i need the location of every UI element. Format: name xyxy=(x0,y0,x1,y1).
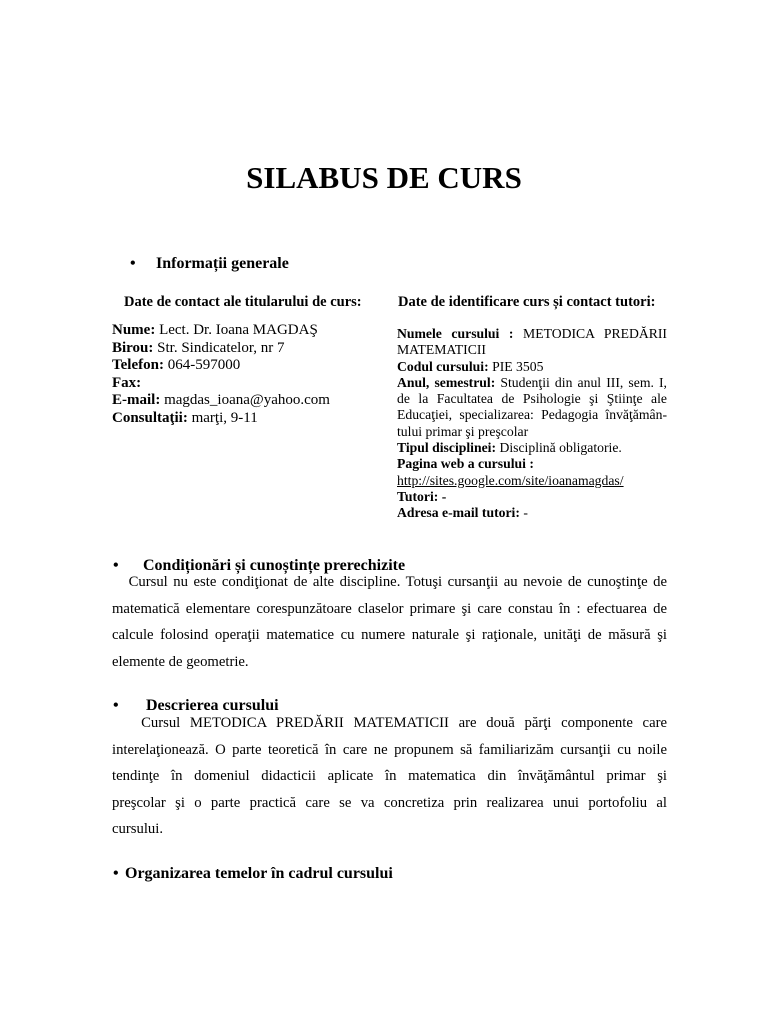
paragraph-line: matematică elementare corespunzătoare claselor primare şi care constau în : efectuarea de xyxy=(112,600,667,617)
course-year-line-2: de la Facultatea de Psihologie şi Ştiinţe ale xyxy=(397,391,667,407)
course-code-row: Codul cursului: PIE 3505 xyxy=(397,358,544,374)
course-type-row: Tipul disciplinei: Disciplină obligatorie. xyxy=(397,440,622,456)
section-organization-heading xyxy=(113,864,393,884)
contact-row-email: E-mail: magdas_ioana@yahoo.com xyxy=(112,392,330,408)
section-general-info-heading xyxy=(130,254,289,274)
section-organization-title: Organizarea temelor în cadrul cursului xyxy=(125,865,393,882)
tutors-row: Tutori: - xyxy=(397,488,447,504)
left-column-header: Date de contact ale titularului de curs: xyxy=(124,294,362,310)
bullet-icon: • xyxy=(113,557,119,574)
course-year-row: Anul, semestrul: Studenţii din anul III, sem. I, xyxy=(397,374,667,390)
bullet-icon: • xyxy=(113,865,119,882)
course-web-label: Pagina web a cursului : xyxy=(397,456,534,472)
bullet-icon: • xyxy=(113,697,119,714)
contact-info-list xyxy=(112,322,382,427)
course-name-row: Numele cursului : METODICA PREDĂRII xyxy=(397,326,667,341)
section-description-title: Descrierea cursului xyxy=(146,697,279,714)
course-web-link[interactable]: http://sites.google.com/site/ioanamagdas/ xyxy=(397,472,624,488)
paragraph-line: Cursul METODICA PREDĂRII MATEMATICII are două părţi componente care xyxy=(112,715,667,731)
course-web-row xyxy=(397,473,667,489)
bullet-icon: • xyxy=(130,255,136,272)
paragraph-line: preşcolar şi o parte practică care se va concretiza prin realizarea unui portofoliu al xyxy=(112,794,667,811)
document-title: SILABUS DE CURS xyxy=(246,160,522,195)
course-year-line-4: tului primar şi preşcolar xyxy=(397,423,529,439)
paragraph-line: tendinţe în domeniul didacticii aplicate în matematica din învăţământul primar şi xyxy=(112,768,667,784)
course-year-line-3: Educaţiei, specializarea: Pedagogia învăţămân- xyxy=(397,407,667,423)
description-paragraph xyxy=(112,710,667,843)
right-column-header: Date de identificare curs și contact tutori: xyxy=(398,294,656,310)
paragraph-line: interelaţionează. O parte teoretică în care ne propunem să familiarizăm cursanţii cu noile xyxy=(112,741,667,758)
paragraph-line: calcule folosind operaţii matematice cu numere naturale şi raţionale, unităţi de măsură şi xyxy=(112,627,667,643)
paragraph-line: elemente de geometrie. xyxy=(112,653,249,670)
contact-row-office-hours: Consultaţii: marţi, 9-11 xyxy=(112,409,258,426)
prerequisites-paragraph xyxy=(112,569,667,675)
tutor-email-row: Adresa e-mail tutori: - xyxy=(397,505,528,521)
paragraph-line: Cursul nu este condiţionat de alte discipline. Totuşi cursanţii au nevoie de cunoştinţe de xyxy=(112,574,667,590)
contact-row-phone: Telefon: 064-597000 xyxy=(112,357,241,373)
contact-row-name: Nume: Lect. Dr. Ioana MAGDAŞ xyxy=(112,322,318,338)
section-prerequisites-title: Condiționări și cunoștințe prerechizite xyxy=(143,557,406,574)
section-general-info-title: Informații generale xyxy=(156,255,289,272)
course-info-list xyxy=(397,326,667,522)
contact-row-fax: Fax: xyxy=(112,374,142,391)
paragraph-line: cursului. xyxy=(112,821,163,837)
course-name-continuation: MATEMATICII xyxy=(397,342,486,358)
contact-row-office: Birou: Str. Sindicatelor, nr 7 xyxy=(112,339,285,356)
